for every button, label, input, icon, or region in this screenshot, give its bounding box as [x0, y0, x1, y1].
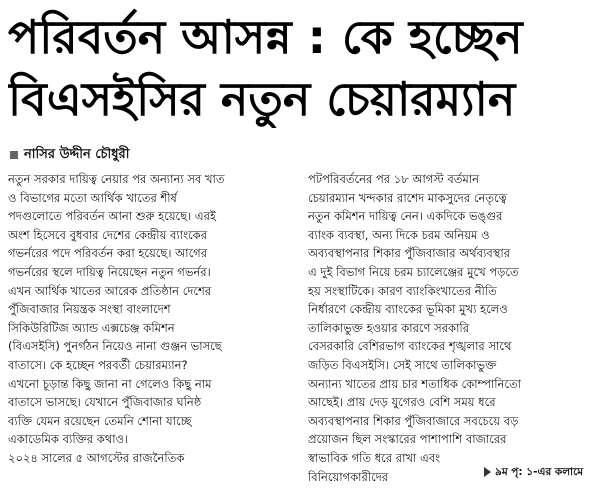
article-line: পদগুলোতে পরিবর্তন আনা শুরু হয়েছে। এরই: [8, 209, 216, 224]
article-line: নতুন কমিশন দায়িত্ব নেন। একদিকে ভঙ্গুর: [308, 209, 503, 224]
article-line: তালিকাভুক্ত হওয়ার কারণে সরকারি: [308, 320, 470, 335]
headline-line-1: পরিবর্তন আসন্ন : কে হচ্ছেন: [8, 10, 523, 64]
author-name: নাসির উদ্দীন চৌধুরী: [24, 147, 130, 162]
article-line: এখনো চূড়ান্ত কিছু জানা না গেলেও কিছু নাম: [8, 376, 212, 391]
article-line: এখন আর্থিক খাতের আরেক প্রতিষ্ঠান দেশের: [8, 283, 212, 298]
article-column-left: [8, 170, 303, 468]
article-line: স্বাভাবিক গতি ধরে রাখা এবং: [308, 450, 441, 465]
article-line: এ দুই বিভাগ নিয়ে চরম চ্যালেঞ্জের মুখে পড়তে: [308, 264, 519, 279]
byline: [10, 147, 129, 163]
continuation-text: ৯ম পৃ: ১-এর কলামে: [495, 466, 584, 478]
article-column-right: [308, 170, 605, 486]
article-line: বাতাসে। কে হচ্ছেন পরবর্তী চেয়ারম্যান?: [8, 357, 188, 372]
square-bullet-icon: [10, 151, 18, 159]
article-line: আছেই। প্রায় দেড় যুগেরও বেশি সময় ধরে: [308, 395, 496, 410]
article-line: ব্যক্তি যেমন রয়েছেন তেমনি শোনা যাচ্ছে: [8, 413, 192, 428]
article-line: নতুন সরকার দায়িত্ব নেয়ার পর অন্যান্য সব খাত: [8, 172, 225, 186]
article-line: প্রয়োজন ছিল সংস্কারের পাশাপাশি বাজারের: [308, 432, 507, 447]
article-line: পুঁজিবাজার নিয়ন্ত্রক সংস্থা বাংলাদেশ: [8, 302, 171, 317]
article-line: বাতাসে ভাসছে। যেখানে পুঁজিবাজার ঘনিষ্ঠ: [8, 395, 202, 410]
article-line: অব্যবস্থাপনার শিকার পুঁজিবাজারে সবচেয়ে বড়: [308, 413, 519, 428]
article-line: গভর্নরের পদে পরিবর্তন করা হয়েছে। আগের: [8, 246, 208, 261]
headline-line-2: বিএসইসির নতুন চেয়ারম্যান: [8, 72, 516, 126]
continuation-note: [484, 464, 583, 480]
article-line: চেয়ারম্যান খন্দকার রাশেদ মাকসুদের নেতৃত্বে: [308, 190, 507, 205]
article-line: নির্ধারণে কেন্দ্রীয় ব্যাংকের ভূমিকা মুখ্য হলেও: [308, 302, 508, 317]
article-line: অব্যবস্থাপনার শিকার পুঁজিবাজার অর্থব্যবস্থার: [308, 246, 511, 261]
article-line: বেসরকারি বেশিরভাগ ব্যাংকের শৃঙ্খলার সাথে: [308, 339, 512, 354]
article-line: সিকিউরিটিজ অ্যান্ড এক্সচেঞ্জ কমিশন: [8, 320, 175, 335]
article-line: অন্যান্য খাতের প্রায় চার শতাধিক কোম্পানিতো: [308, 376, 521, 391]
article-line: একাডেমিক ব্যক্তির কথাও।: [8, 432, 129, 447]
article-line: ২০২৪ সালের ৫ আগস্টের রাজনৈতিক: [8, 450, 185, 465]
triangle-pointer-icon: [484, 467, 491, 477]
article-line: হয় সংস্থাটিকে। কারণ ব্যাংকিংখাতের নীতি: [308, 283, 497, 298]
article-line: (বিএসইসি) পুনর্গঠন নিয়েও নানা গুঞ্জন ভাসছে: [8, 339, 222, 354]
article-line: পটপরিবর্তনের পর ১৮ আগস্ট বর্তমান: [308, 172, 480, 186]
article-line: ও বিভাগের মতো আর্থিক খাতের শীর্ষ: [8, 190, 177, 205]
article-line: গভর্নরের স্থলে দায়িত্ব নিয়েছেন নতুন গভর্নর।: [8, 264, 211, 279]
article-line: অংশ হিসেবে বুধবার দেশের কেন্দ্রীয় ব্যাংকের: [8, 227, 208, 242]
article-line: জড়িত বিএসইসি। সেই সাথে তালিকাভুক্ত: [308, 357, 497, 372]
article-line: ব্যাংক ব্যবস্থা, অন্য দিকে চরম অনিয়ম ও: [308, 227, 490, 242]
article-line: বিনিয়োগকারীদের: [308, 469, 389, 484]
